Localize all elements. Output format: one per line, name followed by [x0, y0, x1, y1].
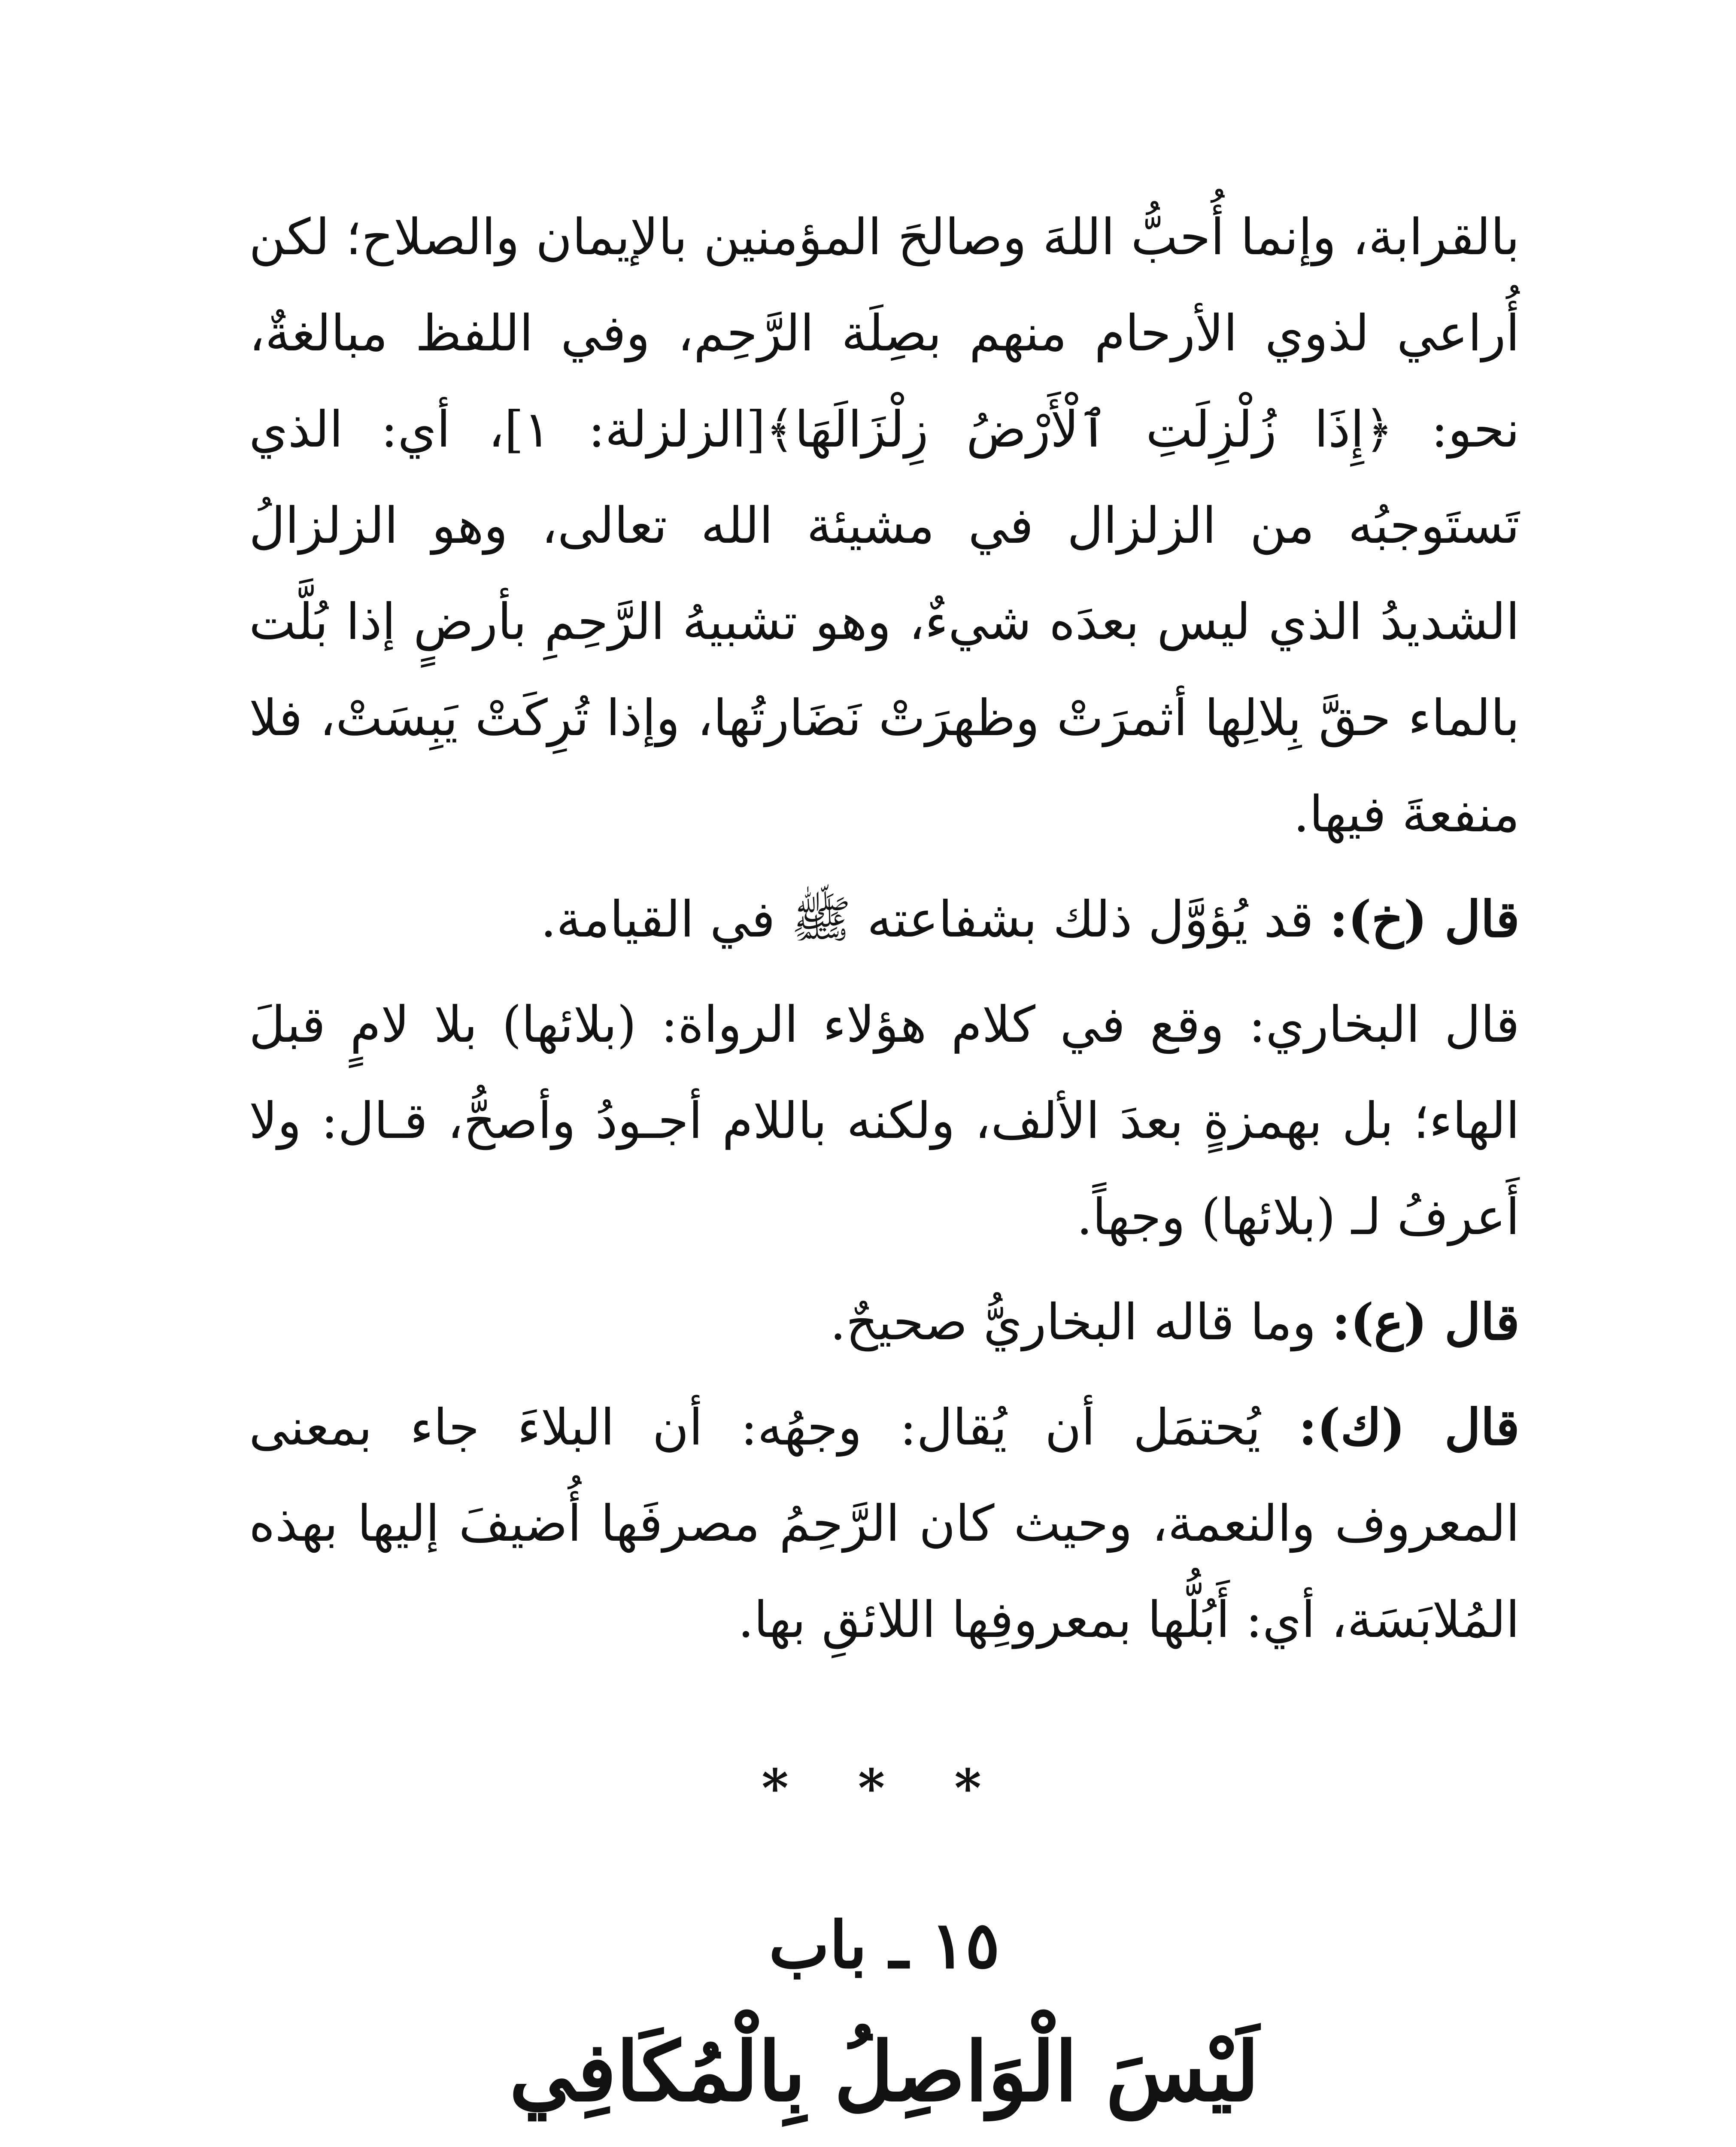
paragraph-5-lead: قال (ك): [1298, 1398, 1520, 1457]
chapter-number: ١٥ ـ باب [768, 1907, 1000, 1983]
paragraph-3 [249, 976, 1520, 1265]
paragraph-2-lead: قال (خ): [1329, 890, 1520, 949]
paragraph-2 [249, 871, 1520, 968]
paragraph-2-text: قد يُؤوَّل ذلك بشفاعته ﷺ في القيامة. [540, 891, 1330, 949]
paragraph-4-text: وما قاله البخاريُّ صحيحٌ. [830, 1293, 1332, 1351]
paragraph-4 [249, 1274, 1520, 1371]
section-separator: * * * [762, 1758, 1007, 1819]
paragraph-1-text: بالقرابة، وإنما أُحبُّ اللهَ وصالحَ المؤمنين بالإيمان والصلاح؛ لكن أُراعي لذوي الأرحام منهم بصِلَة الرَّحِم، وفي اللفظ مبالغةٌ، نحو: ﴿إِذَا زُلْزِلَتِ ٱلْأَرْضُ زِلْزَالَهَا﴾[الزلزلة: ١]، أي: الذي تَستَوجبُه من الزلزال في مشيئة الله تعالى، وهو الزلزالُ الشديدُ الذي ليس بعدَه شيءٌ، وهو تشبيهُ الرَّحِمِ بأرضٍ إذا بُلَّت بالماء حقَّ بِلالِها أثمرَتْ وظهرَتْ نَضَارتُها، وإذا تُرِكَتْ يَبِسَتْ، فلا منفعةَ فيها. [249, 208, 1520, 843]
paragraph-5 [249, 1379, 1520, 1668]
paragraph-5-text: يُحتمَل أن يُقال: وجهُه: أن البلاءَ جاء بمعنى المعروف والنعمة، وحيث كان الرَّحِمُ مصرفَها أُضيفَ إليها بهذه المُلابَسَة، أي: أَبُلُّها بمعروفِها اللائقِ بها. [249, 1399, 1520, 1649]
chapter-title: لَيْسَ الْوَاصِلُ بِالْمُكَافِي [509, 2024, 1260, 2120]
paragraph-4-lead: قال (ع): [1332, 1293, 1520, 1351]
paragraph-3-text: قال البخاري: وقع في كلام هؤلاء الرواة: (بلائها) بلا لامٍ قبلَ الهاء؛ بل بهمزةٍ بعدَ الألف، ولكنه باللام أجـودُ وأصحُّ، قـال: ولا أَعرفُ لـ (بلائها) وجهاً. [249, 996, 1520, 1246]
paragraph-1 [249, 189, 1520, 863]
page-body [249, 189, 1520, 2147]
